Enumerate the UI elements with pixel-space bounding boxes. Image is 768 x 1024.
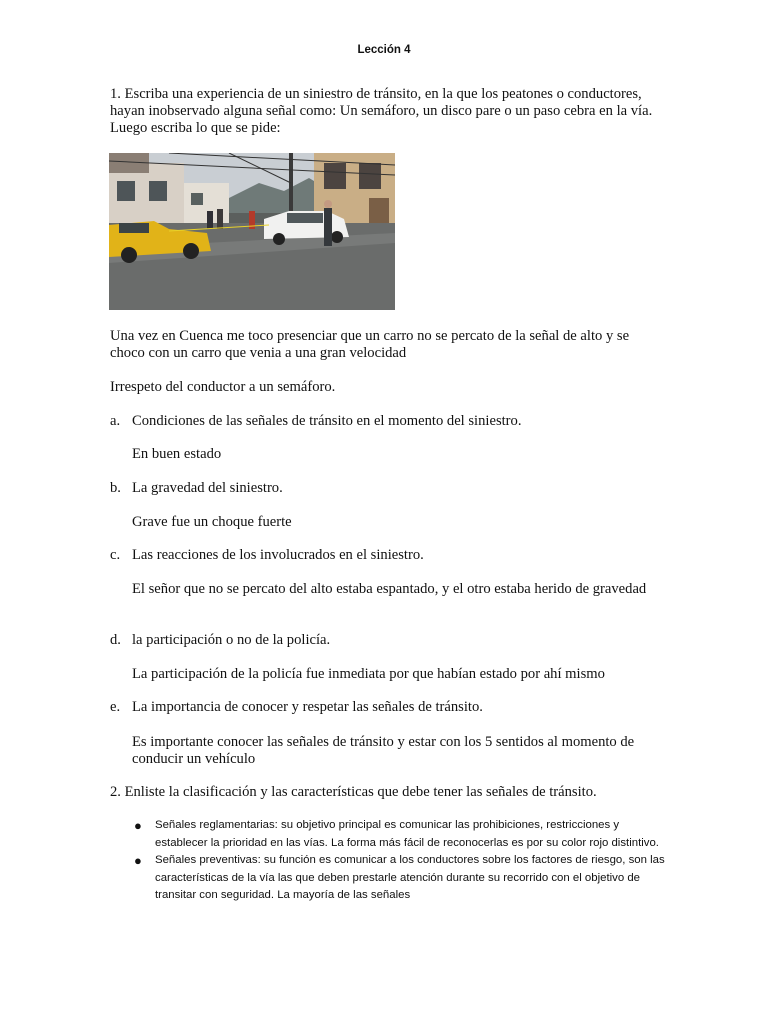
summary-paragraph: Irrespeto del conductor a un semáforo. (110, 379, 336, 395)
item-e-answer: Es importante conocer las señales de tránsito y estar con los 5 sentidos al momento de conducir un vehículo (132, 734, 635, 767)
item-letter: e. (110, 699, 121, 715)
item-question: La gravedad del siniestro. (132, 480, 283, 496)
item-d-answer: La participación de la policía fue inmediata por que habían estado por ahí mismo (132, 666, 605, 682)
item-c-answer: El señor que no se percato del alto estaba espantado, y el otro estaba herido de gravedad (132, 581, 647, 597)
page-title: Lección 4 (357, 44, 411, 56)
item-letter: a. (110, 413, 121, 429)
experience-paragraph: Una vez en Cuenca me toco presenciar que un carro no se percato de la señal de alto y se choco con un carro que venia a una gran velocidad (110, 328, 630, 361)
question-1: 1. Escriba una experiencia de un siniestro de tránsito, en la que los peatones o conductores, hayan inobservado alguna señal como: Un semáforo, un disco pare o un paso cebra en la vía. Luego escriba lo que se pide: (110, 86, 653, 136)
item-question: la participación o no de la policía. (132, 632, 331, 648)
photo-illustration (109, 153, 395, 310)
item-letter: c. (110, 547, 121, 563)
item-a-answer: En buen estado (132, 446, 222, 462)
item-question: Las reacciones de los involucrados en el siniestro. (132, 547, 424, 563)
bullet-text: Señales preventivas: su función es comunicar a los conductores sobre los factores de riesgo, son las características de la vía las que deben prestarle atención durante su recorrido con el objetivo de transitar con seguridad. La mayoría de las señales (155, 854, 665, 901)
item-letter: d. (110, 632, 121, 648)
question-2: 2. Enliste la clasificación y las características que debe tener las señales de tránsito. (110, 784, 597, 800)
item-letter: b. (110, 480, 121, 496)
list-item (134, 817, 674, 852)
list-item (134, 852, 674, 905)
item-question: La importancia de conocer y respetar las señales de tránsito. (132, 699, 483, 715)
bullet-icon: ● (134, 818, 142, 833)
item-b-answer: Grave fue un choque fuerte (132, 514, 292, 530)
bullet-text: Señales reglamentarias: su objetivo principal es comunicar las prohibiciones, restricciones y establecer la prioridad en las vías. La forma más fácil de reconocerlas es por su color rojo distintivo. (155, 819, 659, 849)
traffic-accident-photo (109, 153, 395, 310)
bullet-icon: ● (134, 853, 142, 868)
item-question: Condiciones de las señales de tránsito en el momento del siniestro. (132, 413, 522, 429)
bullet-list (134, 817, 674, 905)
